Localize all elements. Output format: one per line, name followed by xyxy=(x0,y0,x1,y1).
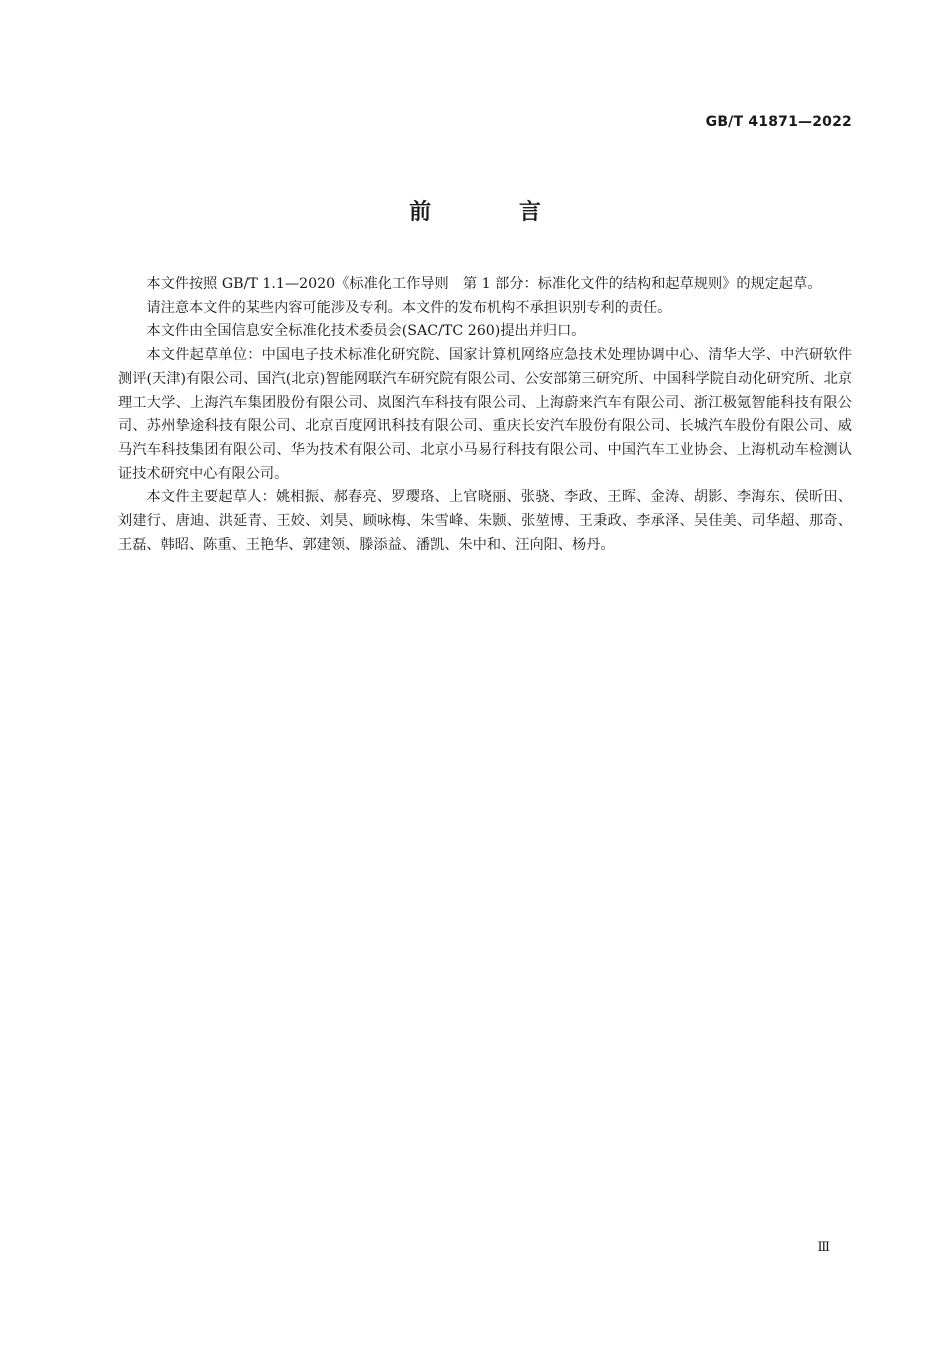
paragraph-drafting-units: 本文件起草单位：中国电子技术标准化研究院、国家计算机网络应急技术处理协调中心、清华大学、中汽研软件测评(天津)有限公司、国汽(北京)智能网联汽车研究院有限公司、公安部第三研究所、中国科学院自动化研究所、北京理工大学、上海汽车集团股份有限公司、岚图汽车科技有限公司、上海蔚来汽车有限公司、浙江极氪智能科技有限公司、苏州挚途科技有限公司、北京百度网讯科技有限公司、重庆长安汽车股份有限公司、长城汽车股份有限公司、威马汽车科技集团有限公司、华为技术有限公司、北京小马易行科技有限公司、中国汽车工业协会、上海机动车检测认证技术研究中心有限公司。 xyxy=(118,347,852,482)
foreword-body xyxy=(118,273,852,557)
paragraph-proposer: 本文件由全国信息安全标准化技术委员会(SAC/TC 260)提出并归口。 xyxy=(146,323,586,340)
standard-number: GB/T 41871—2022 xyxy=(705,114,852,130)
page-number: Ⅲ xyxy=(817,1240,830,1255)
paragraph-drafters: 本文件主要起草人：姚相振、郝春亮、罗璎珞、上官晓丽、张骁、李政、王晖、金涛、胡影、李海东、侯昕田、刘建行、唐迪、洪延青、王姣、刘昊、顾咏梅、朱雪峰、朱颢、张堃博、王秉政、李承泽、吴佳美、司华超、那奇、王磊、韩昭、陈重、王艳华、郭建领、滕添益、潘凯、朱中和、汪向阳、杨丹。 xyxy=(118,489,852,553)
paragraph-patent-notice: 请注意本文件的某些内容可能涉及专利。本文件的发布机构不承担识别专利的责任。 xyxy=(146,299,672,316)
paragraph-drafting-rules: 本文件按照 GB/T 1.1—2020《标准化工作导则 第 1 部分：标准化文件的结构和起草规则》的规定起草。 xyxy=(146,276,822,292)
page-title: 前 言 xyxy=(409,200,581,225)
